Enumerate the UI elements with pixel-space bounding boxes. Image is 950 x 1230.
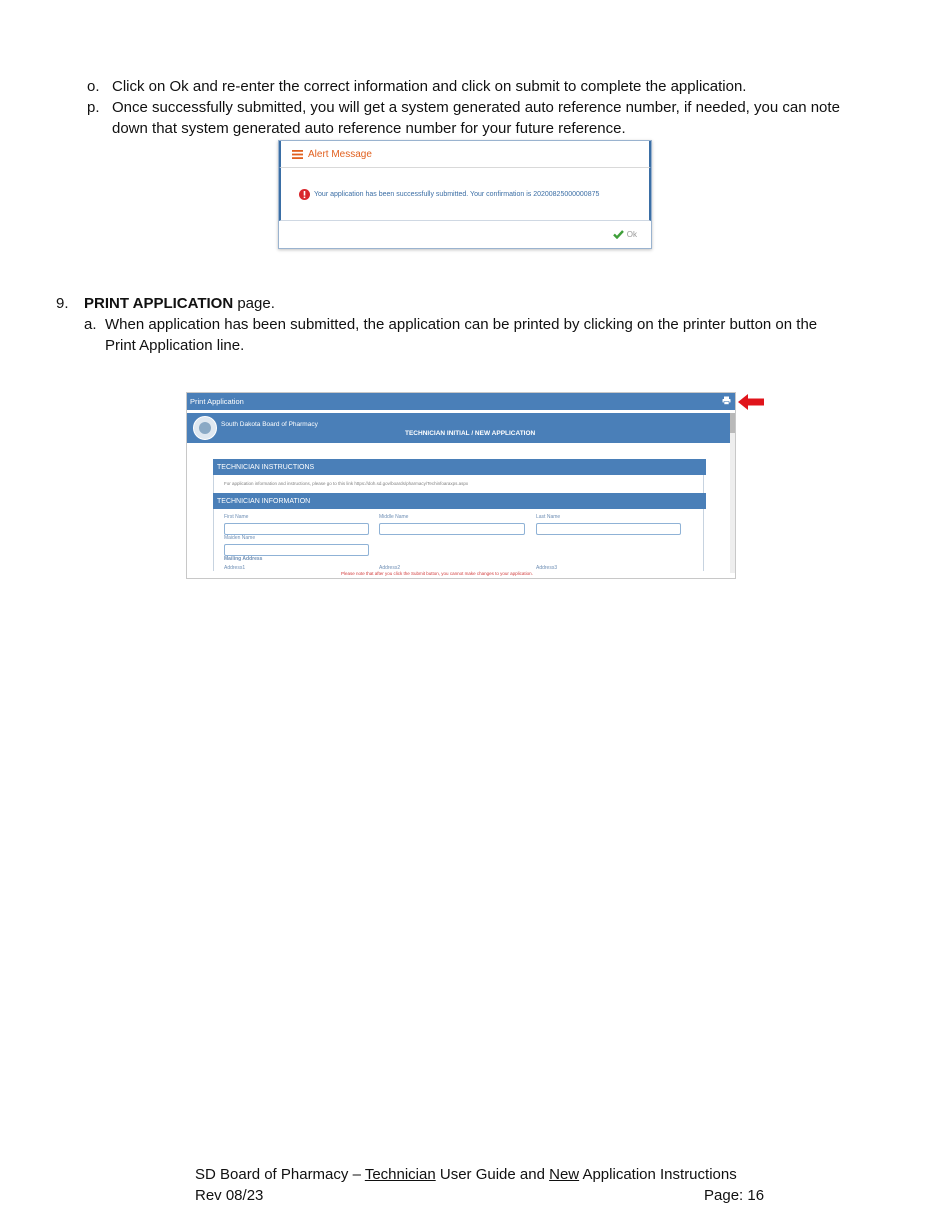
footer-title-new: New — [549, 1166, 580, 1183]
footer-title — [195, 1166, 737, 1183]
address3-label: Address3 — [536, 565, 558, 571]
menu-lines-icon — [292, 150, 303, 159]
maiden-name-label: Maiden Name — [224, 535, 256, 541]
footer-title-technician: Technician — [364, 1166, 436, 1183]
list-item-a — [84, 314, 817, 356]
last-name-input[interactable] — [536, 523, 681, 535]
alert-body — [279, 168, 651, 221]
red-left-arrow-icon — [738, 394, 764, 410]
alert-title: Alert Message — [308, 148, 372, 160]
instructions-text: For application information and instructions, please go to this link https://doh.sd.gov/boards/pharmacy/Techinfoaraxps.aspx — [224, 481, 469, 486]
scrollbar-thumb[interactable] — [730, 413, 735, 433]
alert-dialog — [278, 140, 652, 249]
application-title: TECHNICIAN INITIAL / NEW APPLICATION — [405, 430, 536, 437]
scrollbar-track[interactable] — [730, 413, 735, 573]
printer-icon[interactable] — [722, 396, 731, 405]
mailing-address-label: Mailing Address — [224, 556, 263, 562]
check-icon — [613, 230, 624, 239]
application-header — [187, 413, 730, 443]
first-name-input[interactable] — [224, 523, 369, 535]
list-item-text-line2: down that system generated auto reference number for your future reference. — [112, 120, 626, 137]
organization-name: South Dakota Board of Pharmacy — [221, 421, 318, 428]
section-number: 9. — [56, 295, 69, 312]
alert-header — [279, 141, 651, 168]
maiden-name-input[interactable] — [224, 544, 369, 556]
print-application-title: Print Application — [190, 397, 244, 406]
submit-warning-note: Please note that after you click the Submit button, you cannot make changes to your application. — [341, 571, 533, 576]
list-item-text-line1: When application has been submitted, the application can be printed by clicking on the printer button on the — [105, 316, 818, 333]
middle-name-input[interactable] — [379, 523, 525, 535]
footer-title-middle: User Guide and — [435, 1166, 550, 1183]
alert-footer — [279, 221, 651, 247]
footer-title-suffix: Application Instructions — [579, 1166, 737, 1183]
state-seal-logo — [193, 416, 217, 440]
list-item-text-line2: Print Application line. — [105, 337, 245, 354]
exclamation-circle-icon — [299, 189, 310, 200]
section-heading-rest: page. — [233, 295, 275, 312]
list-item-p — [87, 97, 840, 139]
list-item-text-line1: Once successfully submitted, you will get a system generated auto reference number, if needed, you can note — [112, 99, 840, 116]
ok-button[interactable] — [613, 230, 637, 239]
middle-name-label: Middle Name — [379, 514, 409, 520]
footer-revision: Rev 08/23 — [195, 1187, 264, 1204]
print-application-screenshot — [186, 392, 736, 579]
section-9-heading — [56, 293, 275, 314]
instructions-header-text: TECHNICIAN INSTRUCTIONS — [217, 463, 315, 471]
list-marker: o. — [87, 78, 100, 95]
list-marker: p. — [87, 99, 100, 116]
last-name-value: ----- — [540, 531, 547, 536]
information-header — [213, 493, 706, 509]
instructions-header — [213, 459, 706, 475]
last-name-label: Last Name — [536, 514, 561, 520]
list-item-o — [87, 76, 746, 97]
footer-page-number: Page: 16 — [704, 1187, 765, 1204]
address1-label: Address1 — [224, 565, 246, 571]
information-header-text: TECHNICIAN INFORMATION — [217, 497, 311, 505]
section-heading-bold: PRINT APPLICATION — [84, 295, 234, 312]
list-marker: a. — [84, 316, 97, 333]
ok-label: Ok — [626, 229, 637, 239]
address2-label: Address2 — [379, 565, 401, 571]
footer-title-prefix: SD Board of Pharmacy – — [195, 1166, 365, 1183]
list-item-text: Click on Ok and re-enter the correct information and click on submit to complete the application. — [112, 78, 747, 95]
print-application-bar — [187, 393, 735, 410]
alert-message: Your application has been successfully submitted. Your confirmation is 20200825000000875 — [314, 190, 600, 198]
first-name-label: First Name — [224, 514, 249, 520]
